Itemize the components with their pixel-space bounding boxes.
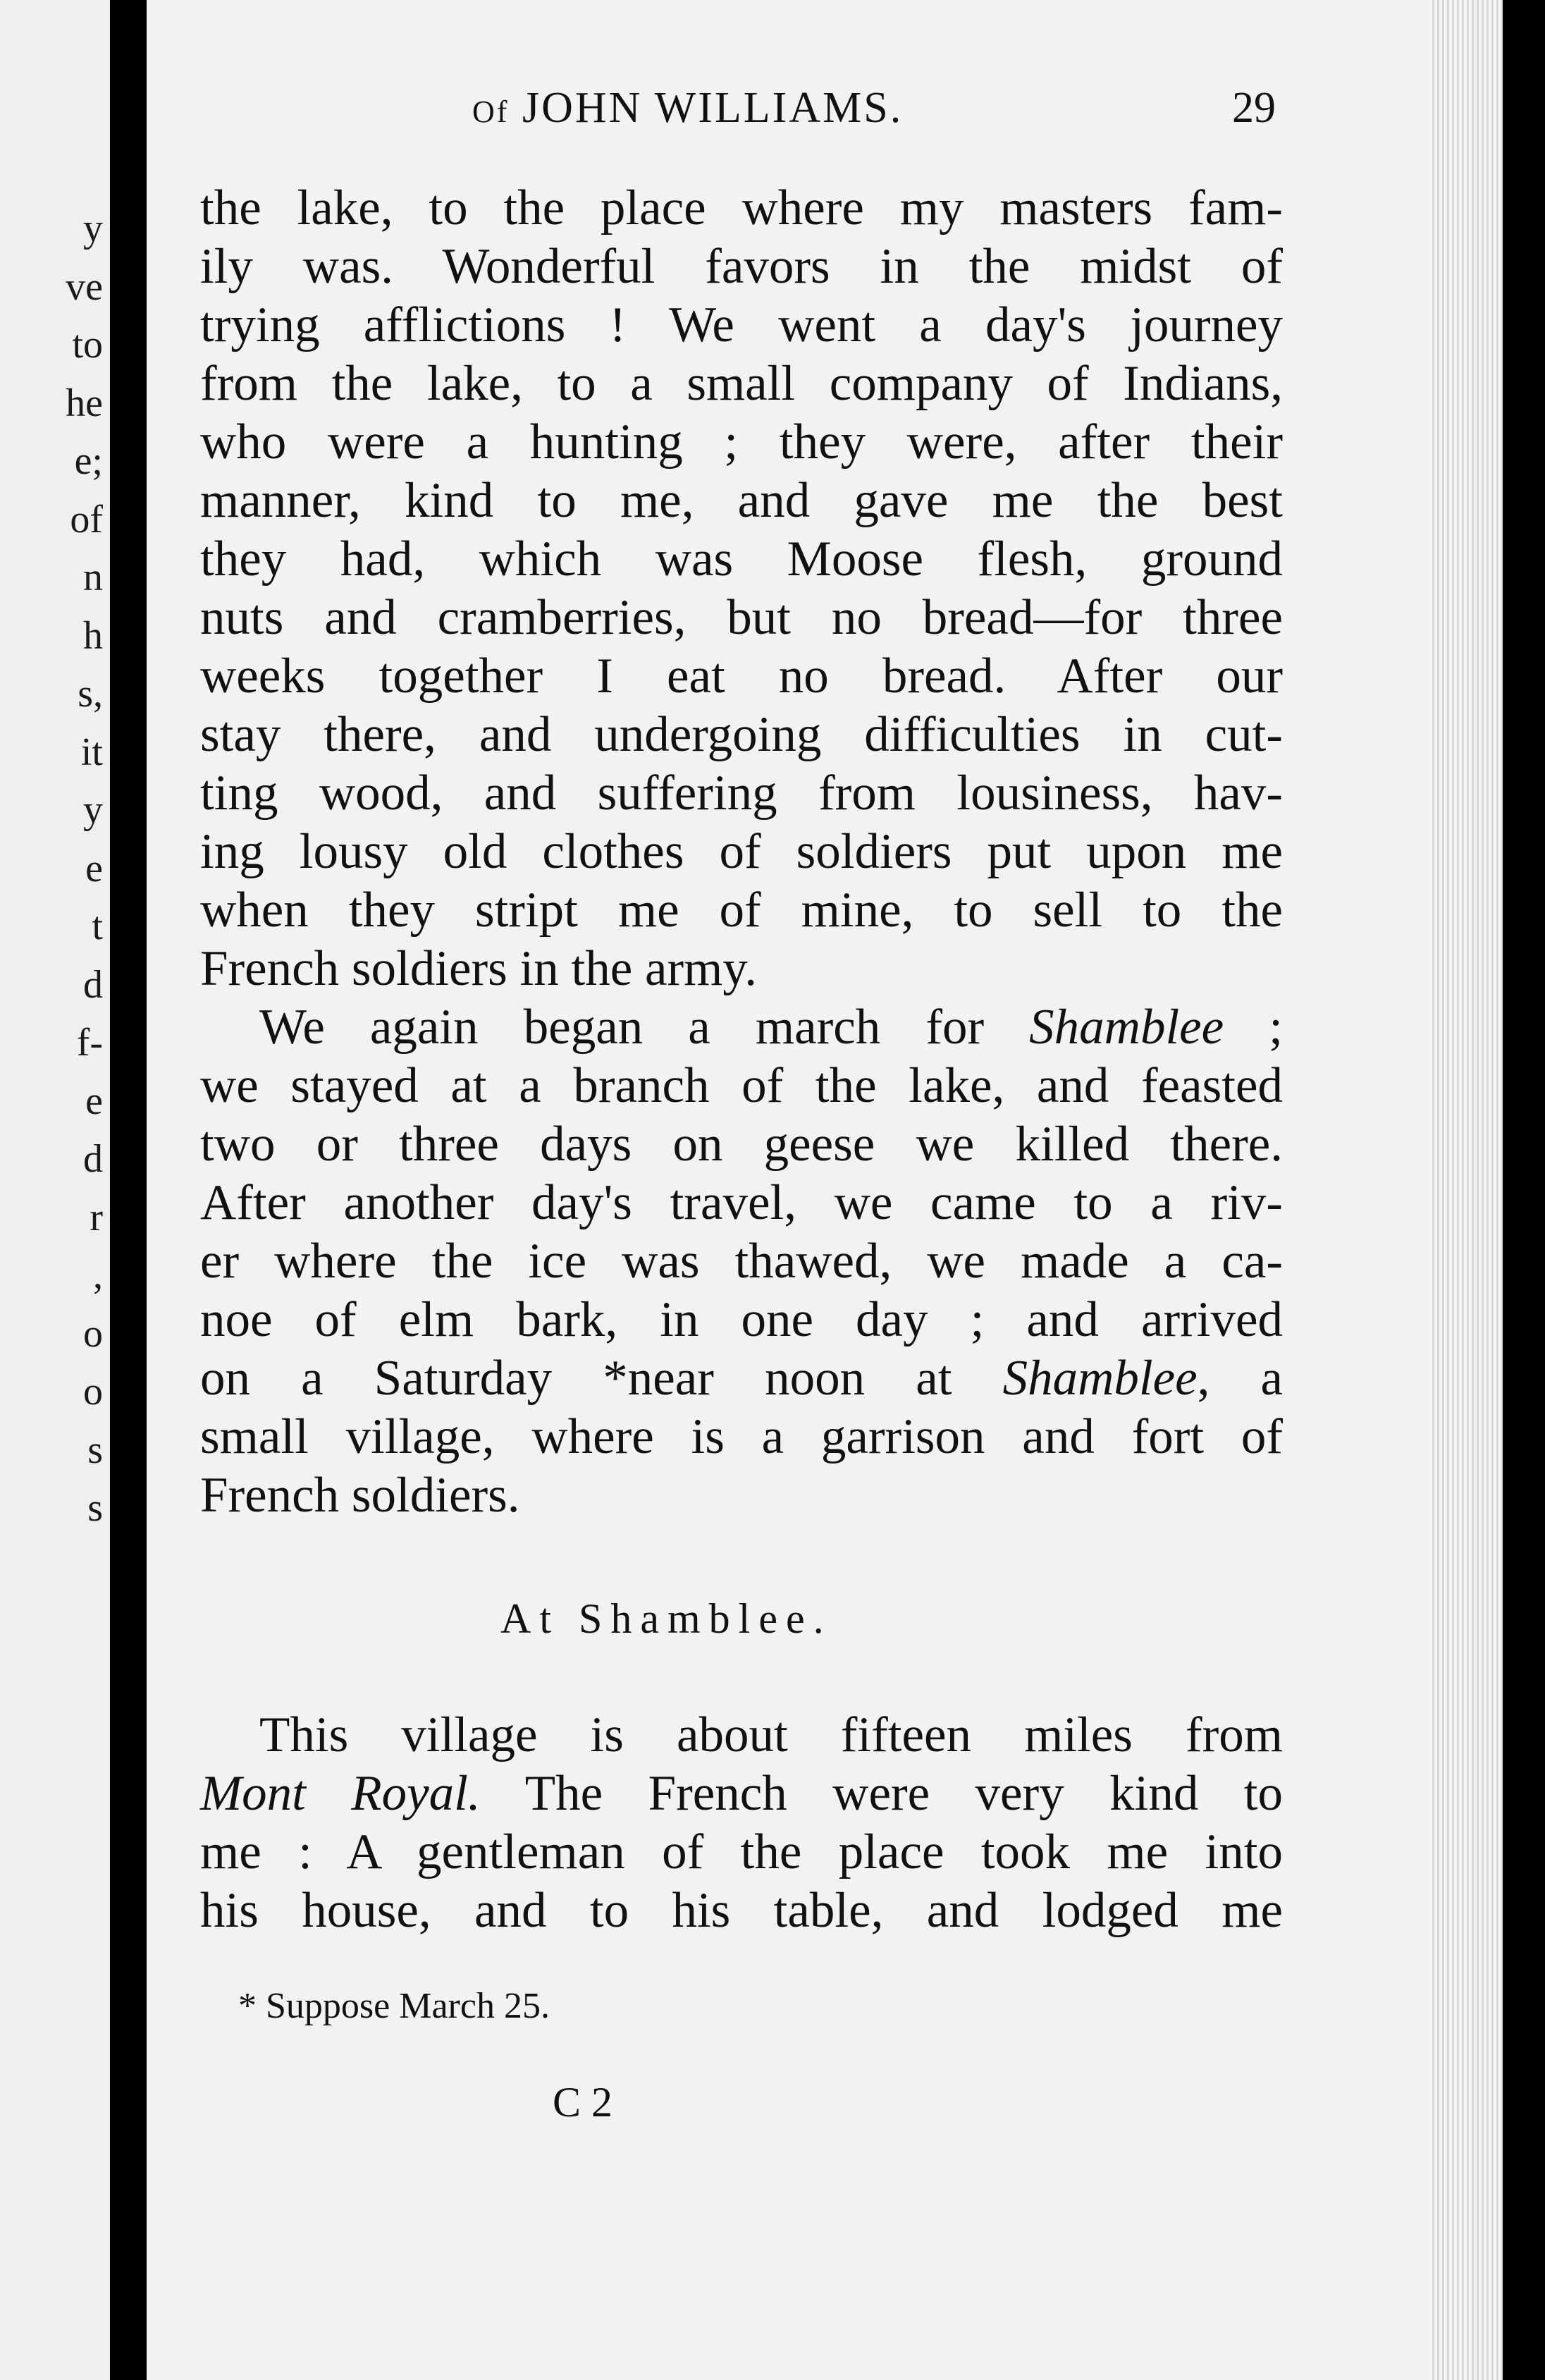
text-line: when they stript me of mine, to sell to the bbox=[200, 883, 1283, 938]
text-line bbox=[200, 1823, 1283, 1882]
italic-place-name: Shamblee bbox=[1029, 1000, 1224, 1055]
text-segment: This village is about fifteen miles from bbox=[259, 1707, 1283, 1762]
text-line bbox=[200, 1882, 1283, 1940]
signature-mark: C 2 bbox=[553, 2079, 613, 2126]
facing-page-fragments bbox=[0, 0, 106, 2380]
text-line: the lake, to the place where my masters fam- bbox=[200, 180, 1283, 235]
footnote: * Suppose March 25. bbox=[238, 1986, 550, 2026]
italic-place-name: Mont Royal. bbox=[200, 1766, 481, 1821]
section-heading: At Shamblee. bbox=[500, 1595, 832, 1642]
text-line bbox=[200, 1174, 1283, 1232]
facing-page-fragment: t bbox=[92, 904, 103, 948]
text-line bbox=[200, 1057, 1283, 1115]
paragraph-1 bbox=[200, 179, 1283, 998]
text-segment: two or three days on geese we killed there. bbox=[200, 1117, 1283, 1172]
facing-page-fragment: d bbox=[83, 1137, 103, 1181]
text-line: who were a hunting ; they were, after their bbox=[200, 415, 1283, 470]
text-line bbox=[200, 1466, 1283, 1525]
page-edges bbox=[1429, 0, 1503, 2380]
running-head-prefix: Of bbox=[472, 94, 510, 129]
text-line bbox=[200, 1291, 1283, 1349]
facing-page-fragment: o bbox=[83, 1311, 103, 1356]
text-line bbox=[200, 1408, 1283, 1466]
facing-page-fragment: it bbox=[80, 730, 103, 774]
text-segment: me : A gentleman of the place took me into bbox=[200, 1824, 1283, 1879]
text-line: ily was. Wonderful favors in the midst of bbox=[200, 239, 1283, 294]
facing-page-fragment: h bbox=[83, 613, 103, 658]
text-segment: noe of elm bark, in one day ; and arrived bbox=[200, 1292, 1283, 1347]
page-number: 29 bbox=[1232, 84, 1276, 132]
facing-page-fragment: e; bbox=[74, 439, 103, 483]
facing-page-fragment: d bbox=[83, 962, 103, 1007]
paragraph-3 bbox=[200, 1706, 1283, 1940]
facing-page bbox=[0, 0, 110, 2380]
running-head bbox=[472, 83, 903, 133]
running-head-title: JOHN WILLIAMS. bbox=[522, 84, 904, 132]
text-line bbox=[200, 1765, 1283, 1823]
facing-page-fragment: to bbox=[72, 323, 103, 367]
text-segment: , a bbox=[1197, 1351, 1283, 1406]
text-line bbox=[200, 1232, 1283, 1291]
facing-page-fragment: s bbox=[87, 1486, 103, 1530]
text-line: French soldiers in the army. bbox=[200, 941, 758, 996]
text-line: ing lousy old clothes of soldiers put upon me bbox=[200, 824, 1283, 879]
facing-page-fragment: e bbox=[85, 846, 103, 890]
text-line bbox=[200, 1349, 1283, 1408]
facing-page-fragment: s bbox=[87, 1428, 103, 1472]
facing-page-fragment: y bbox=[83, 207, 103, 250]
facing-page-fragment: o bbox=[83, 1370, 103, 1413]
text-line bbox=[200, 998, 1283, 1057]
text-line bbox=[200, 1706, 1283, 1765]
text-segment: The French were very kind to bbox=[480, 1766, 1283, 1821]
text-line: trying afflictions ! We went a day's journey bbox=[200, 298, 1283, 352]
text-segment: After another day's travel, we came to a riv- bbox=[200, 1175, 1283, 1230]
text-segment: small village, where is a garrison and fort of bbox=[200, 1409, 1283, 1464]
text-segment: French soldiers. bbox=[200, 1468, 520, 1523]
facing-page-fragment: ve bbox=[66, 264, 103, 309]
facing-page-fragment: e bbox=[85, 1079, 103, 1123]
book-gutter bbox=[110, 0, 147, 2380]
facing-page-fragment: r bbox=[90, 1195, 103, 1239]
text-segment: on a Saturday *near noon at bbox=[200, 1351, 1003, 1406]
facing-page-fragment: s, bbox=[78, 672, 103, 716]
text-segment: er where the ice was thawed, we made a ca- bbox=[200, 1234, 1283, 1289]
facing-page-fragment: he bbox=[66, 381, 103, 425]
facing-page-fragment: f- bbox=[76, 1021, 103, 1065]
text-line: weeks together I eat no bread. After our bbox=[200, 649, 1283, 704]
text-line bbox=[200, 1115, 1283, 1174]
text-line: they had, which was Moose flesh, ground bbox=[200, 532, 1283, 587]
text-line: manner, kind to me, and gave me the best bbox=[200, 473, 1283, 528]
facing-page-fragment: n bbox=[83, 556, 103, 599]
facing-page-fragment: , bbox=[93, 1253, 103, 1297]
text-line: from the lake, to a small company of Indians, bbox=[200, 356, 1283, 411]
paragraph-2 bbox=[200, 998, 1283, 1525]
scan-border bbox=[1503, 0, 1545, 2380]
text-segment: We again began a march for bbox=[259, 1000, 1030, 1055]
text-segment: his house, and to his table, and lodged me bbox=[200, 1883, 1283, 1938]
text-line: stay there, and undergoing difficulties in cut- bbox=[200, 707, 1283, 762]
italic-place-name: Shamblee bbox=[1002, 1351, 1198, 1406]
facing-page-fragment: of bbox=[70, 497, 103, 541]
text-segment: ; bbox=[1224, 1000, 1283, 1055]
text-line: ting wood, and suffering from lousiness, hav- bbox=[200, 766, 1283, 821]
text-line: nuts and cramberries, but no bread—for three bbox=[200, 590, 1283, 645]
text-segment: we stayed at a branch of the lake, and feasted bbox=[200, 1058, 1283, 1113]
facing-page-fragment: y bbox=[83, 788, 103, 832]
